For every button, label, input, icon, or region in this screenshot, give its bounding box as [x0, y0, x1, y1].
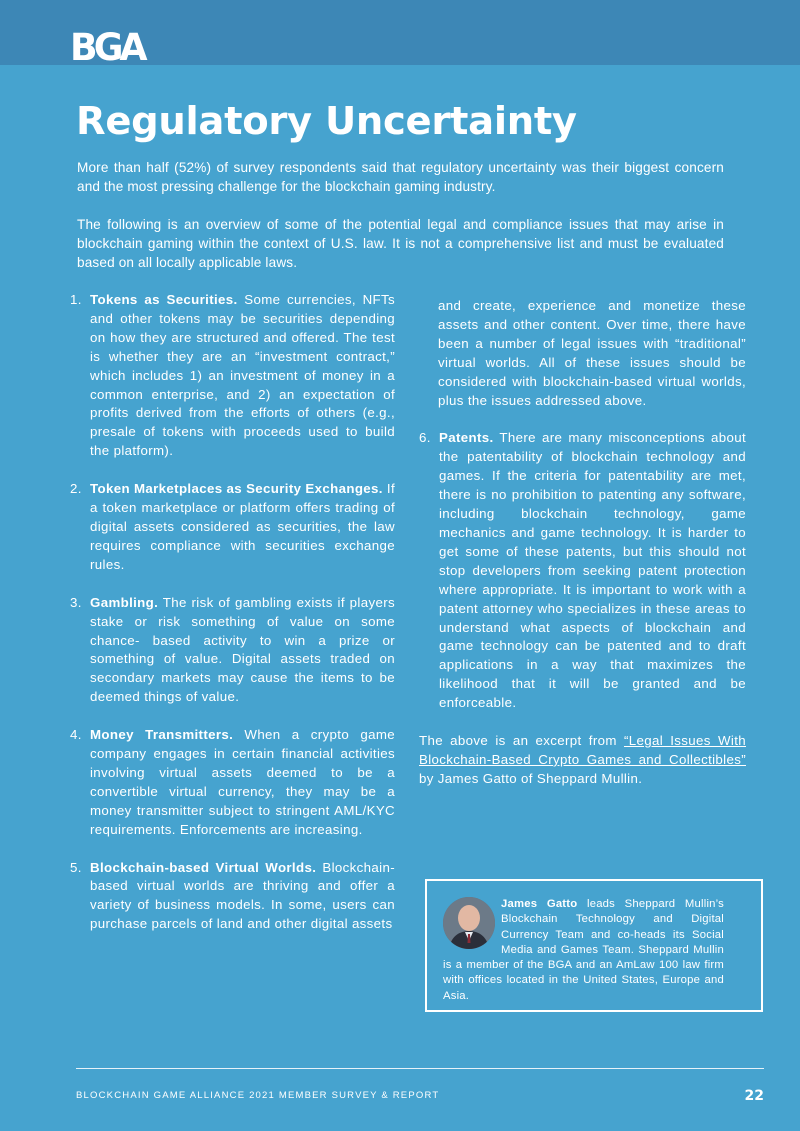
item-text: Some currencies, NFTs and other tokens may be securities depending on how they are structured and offered. The test is whether they are an “investment contract,” which includes 1) an investment of money in a common enterprise, and 2) an expectation of profits derived from the efforts of others (e.g., presale of tokens with proceeds used to build the platform).: [90, 292, 395, 459]
footer-report-title: BLOCKCHAIN GAME ALLIANCE 2021 MEMBER SURVEY & REPORT: [76, 1090, 440, 1101]
bio-description: leads Sheppard Mullin’s Blockchain Technology and Digital Currency Team and co-heads its Social Media and Games Team. Sheppard Mullin is a member of the BGA and an AmLaw 100 law firm with offices located in the United States, Europe and Asia.: [443, 898, 724, 1002]
item-number: 2.: [70, 481, 82, 497]
item-number: 4.: [70, 727, 82, 743]
author-bio-box: [425, 879, 763, 1012]
author-bio-text: [443, 897, 724, 1004]
item-number: 1.: [70, 292, 82, 307]
item-heading: Token Marketplaces as Security Exchanges.: [90, 481, 383, 497]
excerpt-prefix: The above is an excerpt from: [419, 733, 624, 749]
list-item: [70, 594, 395, 707]
page-title: Regulatory Uncertainty: [76, 99, 577, 144]
bga-logo: BGA: [70, 26, 144, 69]
list-item: [70, 480, 395, 575]
list-item: [70, 859, 395, 935]
item-heading: Tokens as Securities.: [90, 292, 238, 307]
item-heading: Gambling.: [90, 594, 159, 610]
right-column: [419, 297, 746, 789]
item-number: 5.: [70, 859, 82, 875]
page-number: 22: [744, 1088, 764, 1104]
footer-divider: [76, 1068, 764, 1069]
item-number: 6.: [419, 430, 431, 446]
item-text: Blockchain-based virtual worlds are thriving and offer a variety of business models. In some, users can purchase parcels of land and other digital assets: [90, 859, 395, 932]
item-heading: Money Transmitters.: [90, 727, 234, 743]
intro-paragraph: More than half (52%) of survey respondents said that regulatory uncertainty was their biggest concern and the most pressing challenge for the blockchain gaming industry.: [77, 160, 724, 194]
item-text: There are many misconceptions about the patentability of blockchain technology and games. If the criteria for patentability are met, there is no prohibition to patenting any software, including blockchain technology, game mechanics and game technology. It is harder to get some of these patents, but this should not stop developers from seeking patent protection where appropriate. It is important to work with a patent attorney who specializes in these areas to understand what aspects of blockchain and game technology can be patented and to draft applications in a way that maximizes the likelihood that it will be granted and be enforceable.: [439, 430, 746, 711]
list-item: [70, 291, 395, 461]
item-text: The risk of gambling exists if players stake or risk something of value on some chance- based activity to win a prize or something of value. Digital assets traded on secondary markets may cause the items to be deemed things of value.: [90, 594, 395, 705]
author-name: James Gatto: [501, 898, 578, 910]
excerpt-link[interactable]: “Legal Issues With Blockchain-Based Crypto Games and Collectibles”: [419, 733, 746, 767]
item-text: When a crypto game company engages in certain financial activities involving virtual assets deemed to be a convertible virtual currency, they may be a money transmitter subject to stringent AML/KYC requirements. Enforcements are increasing.: [90, 727, 396, 837]
excerpt-note: [419, 732, 746, 789]
item-number: 3.: [70, 594, 82, 610]
item-continuation: and create, experience and monetize these assets and other content. Over time, there have been a number of legal issues with “traditional” virtual worlds. All of these issues should be considered with blockchain-based virtual worlds, plus the issues addressed above.: [438, 298, 746, 408]
list-item: [419, 429, 746, 713]
item-heading: Patents.: [439, 430, 494, 446]
item-heading: Blockchain-based Virtual Worlds.: [90, 859, 317, 875]
item-text: If a token marketplace or platform offers trading of digital assets considered as securities, the law requires compliance with securities exchange rules.: [90, 481, 395, 572]
excerpt-suffix: by James Gatto of Sheppard Mullin.: [419, 770, 643, 786]
intro-paragraph: The following is an overview of some of the potential legal and compliance issues that may arise in blockchain gaming within the context of U.S. law. It is not a comprehensive list and must be evaluated based on all locally applicable laws.: [77, 217, 724, 270]
left-column: [70, 291, 395, 953]
intro: [77, 158, 724, 291]
list-item: [70, 726, 395, 839]
